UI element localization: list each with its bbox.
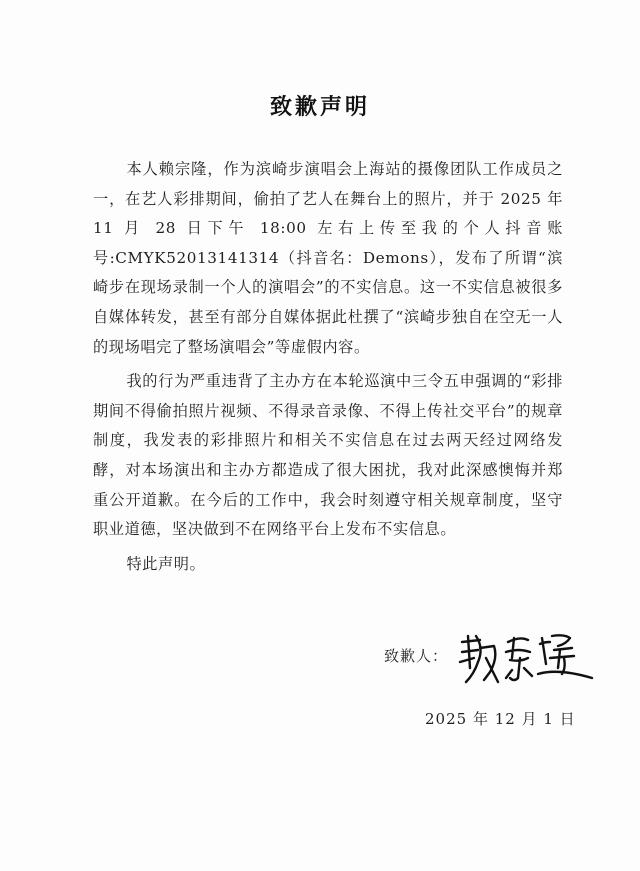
signatory-label: 致歉人： (384, 646, 449, 665)
handwritten-signature (454, 628, 594, 688)
document-body (93, 155, 563, 584)
document-date: 2025 年 12 月 1 日 (425, 710, 576, 728)
paragraph-1: 本人赖宗隆，作为滨崎步演唱会上海站的摄像团队工作成员之一，在艺人彩排期间，偷拍了艺人在舞台上的照片，并于 2025 年 11 月 28 日下午 18:00 左右上传至我的个人抖音账号:CMYK52013141314（抖音名：Demons），发布了所谓“滨崎步在现场录制一个人的演唱会”的不实信息。这一不实信息被很多自媒体转发，甚至有部分自媒体据此杜撰了“滨崎步独自在空无一人的现场唱完了整场演唱会”等虚假内容。 (93, 160, 563, 356)
paragraph-3: 特此声明。 (126, 554, 206, 573)
paragraph-2: 我的行为严重违背了主办方在本轮巡演中三令五申强调的“彩排期间不得偷拍照片视频、不得录音录像、不得上传社交平台”的规章制度，我发表的彩排照片和相关不实信息在过去两天经过网络发酵，对本场演出和主办方都造成了很大困扰，我对此深感懊悔并郑重公开道歉。在今后的工作中，我会时刻遵守相关规章制度，坚守职业道德，坚决做到不在网络平台上发布不实信息。 (93, 372, 563, 539)
signature-block (384, 628, 594, 688)
document-title: 致歉声明 (269, 95, 370, 120)
